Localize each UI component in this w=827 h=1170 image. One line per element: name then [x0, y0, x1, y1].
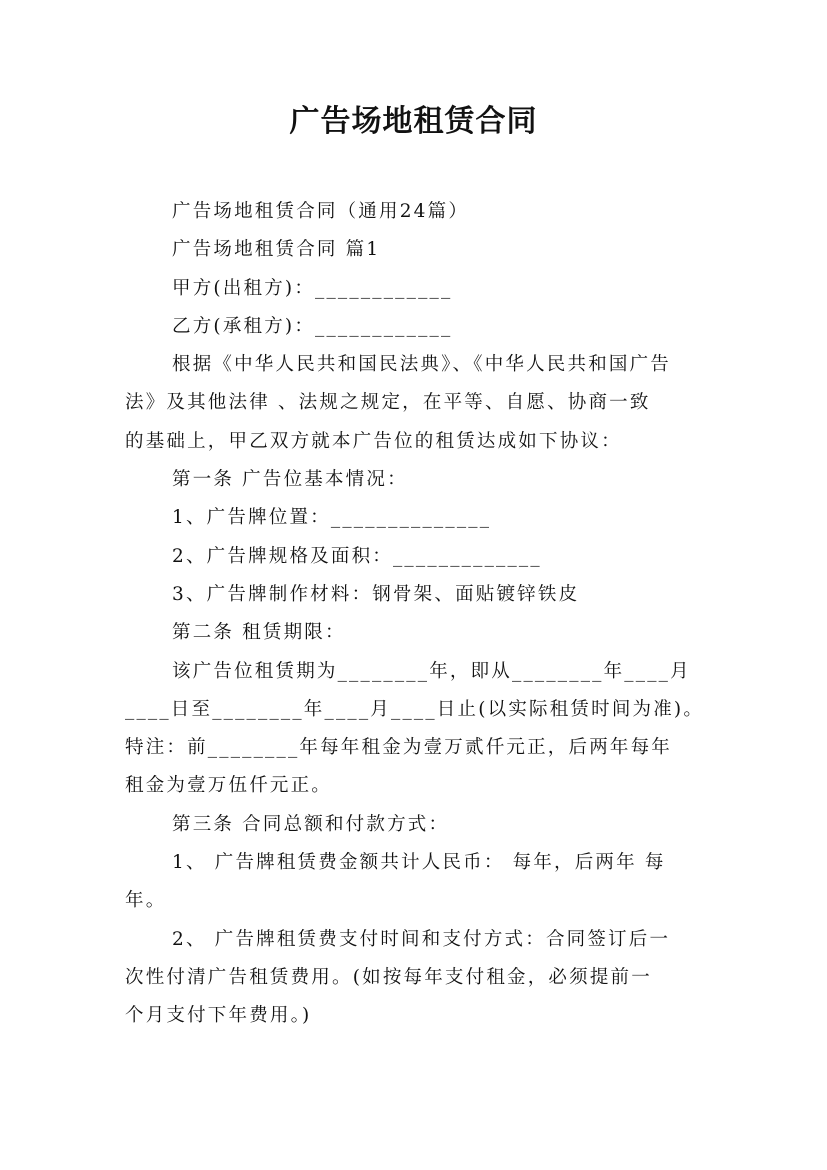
article-1-item-3: 3、广告牌制作材料：钢骨架、面贴镀锌铁皮 — [172, 583, 580, 605]
article-3-item-2-line-1: 2、 广告牌租赁费支付时间和支付方式：合同签订后一 — [172, 928, 671, 950]
article-1-heading: 第一条 广告位基本情况： — [172, 469, 408, 491]
article-1-item-1: 1、广告牌位置：______________ — [172, 507, 492, 529]
article-2-line-1: 该广告位租赁期为________年，即从________年____月 — [172, 660, 691, 682]
party-a-line: 甲方(出租方)：____________ — [172, 277, 453, 299]
article-3-item-1-line-2: 年。 — [125, 890, 167, 912]
article-2-line-3: 特注：前________年每年租金为壹万贰仟元正，后两年每年 — [125, 737, 673, 759]
preamble-line-2: 法》及其他法律 、法规之规定，在平等、自愿、协商一致 — [125, 392, 651, 414]
preamble-line-3: 的基础上，甲乙双方就本广告位的租赁达成如下协议： — [125, 430, 622, 452]
article-3-item-2-line-2: 次性付清广告租赁费用。(如按每年支付租金，必须提前一 — [125, 966, 652, 988]
article-2-heading: 第二条 租赁期限： — [172, 622, 346, 644]
subtitle-line: 广告场地租赁合同（通用24篇） — [172, 201, 470, 222]
party-b-line: 乙方(承租方)：____________ — [172, 315, 453, 337]
preamble-line-1: 根据《中华人民共和国民法典》、《中华人民共和国广告 — [172, 354, 672, 376]
article-3-heading: 第三条 合同总额和付款方式： — [172, 813, 450, 835]
article-3-item-1-line-1: 1、 广告牌租赁费金额共计人民币： 每年，后两年 每 — [172, 852, 666, 874]
article-3-item-2-line-3: 个月支付下年费用。) — [125, 1005, 312, 1027]
document-title: 广告场地租赁合同 — [289, 104, 538, 139]
article-2-line-4: 租金为壹万伍仟元正。 — [125, 775, 333, 797]
document-body — [125, 193, 710, 1036]
section-heading-part-1: 广告场地租赁合同 篇1 — [172, 239, 381, 261]
article-2-line-2: ____日至________年____月____日止(以实际租赁时间为准)。 — [125, 698, 705, 720]
article-1-item-2: 2、广告牌规格及面积：_____________ — [172, 545, 542, 567]
